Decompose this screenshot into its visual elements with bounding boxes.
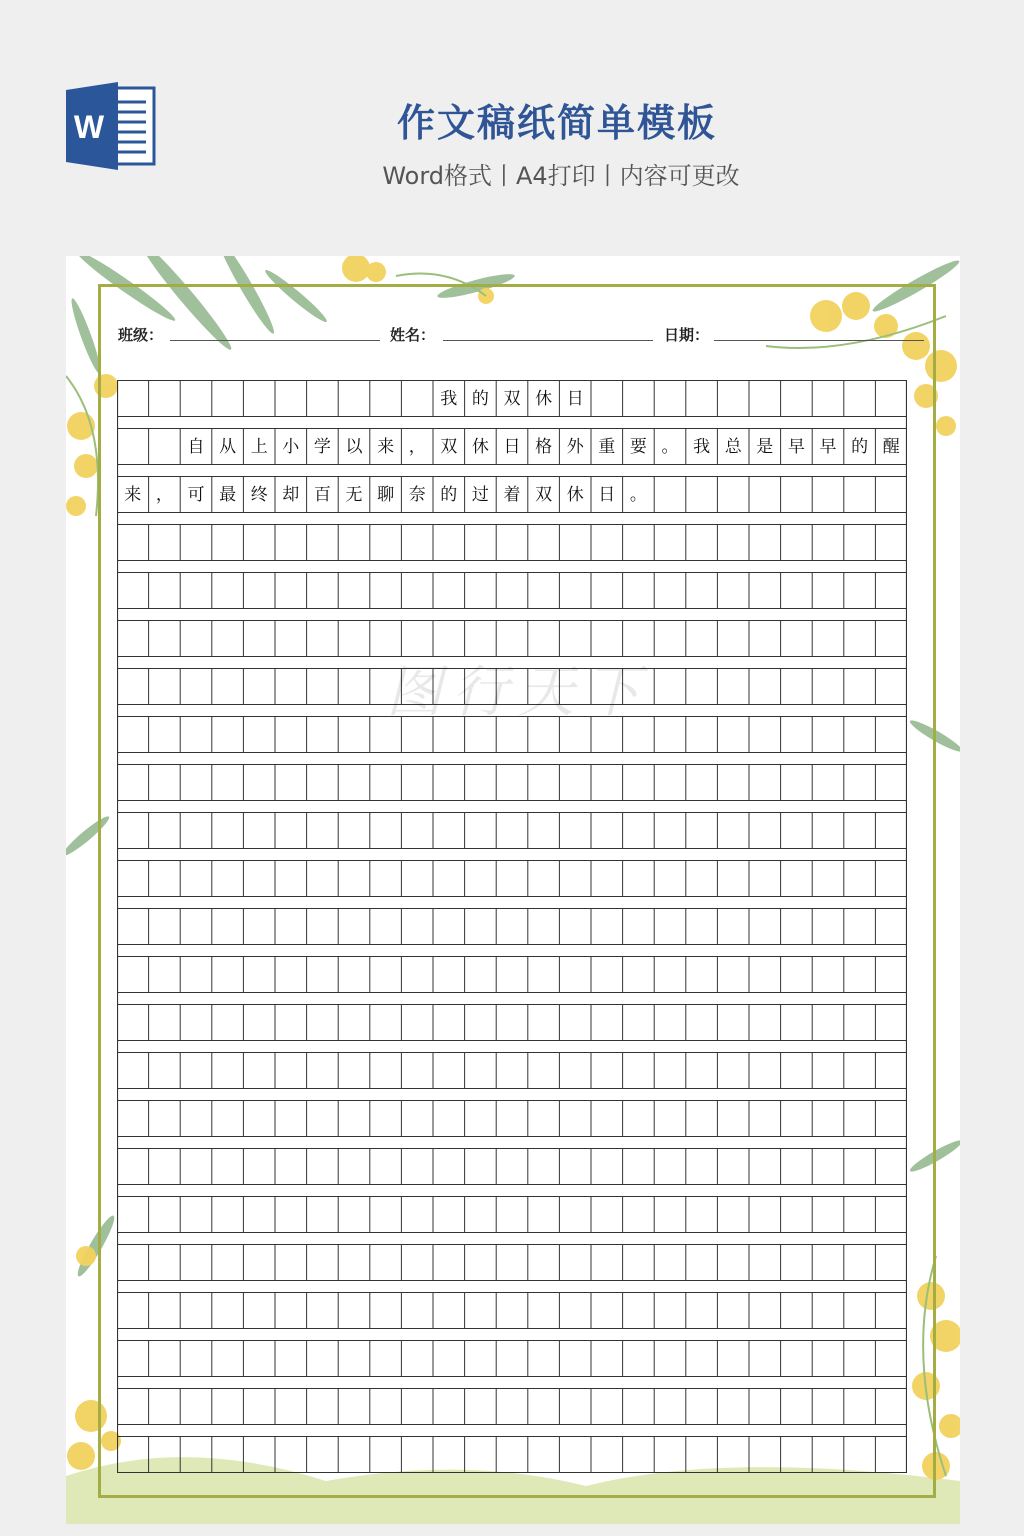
grid-character: 来 xyxy=(377,437,395,457)
grid-character: ， xyxy=(408,437,426,457)
grid-character: 最 xyxy=(219,485,237,505)
grid-character: 总 xyxy=(724,437,742,457)
grid-character: 聊 xyxy=(377,485,395,505)
grid-character: 无 xyxy=(345,485,363,505)
name-input-line[interactable] xyxy=(443,340,653,341)
grid-character: 重 xyxy=(598,437,616,457)
grid-character: 从 xyxy=(219,437,237,457)
page-subtitle: Word格式丨A4打印丨内容可更改 xyxy=(382,162,740,190)
grid-character: 。 xyxy=(629,485,647,505)
grid-character: 学 xyxy=(313,437,331,457)
grid-character: 日 xyxy=(566,389,584,409)
grid-character: 却 xyxy=(282,485,300,505)
watermark: 图行天下 xyxy=(386,660,650,725)
grid-character: 外 xyxy=(566,437,584,457)
grid-character: 醒 xyxy=(882,437,900,457)
grid-row[interactable] xyxy=(124,485,647,505)
date-label: 日期： xyxy=(664,326,710,344)
class-label: 班级： xyxy=(118,326,164,344)
grid-character: 休 xyxy=(535,389,553,409)
grid-character: 自 xyxy=(187,437,205,457)
grid-character: 以 xyxy=(345,437,363,457)
grid-character: 格 xyxy=(535,437,553,457)
grid-character: 双 xyxy=(535,485,553,505)
grid-character: 来 xyxy=(124,485,142,505)
composition-sheet xyxy=(66,256,960,1524)
grid-row[interactable] xyxy=(188,437,900,457)
word-icon-letter: W xyxy=(73,109,105,145)
grid-character: 的 xyxy=(440,485,458,505)
grid-character: 日 xyxy=(503,437,521,457)
grid-character: 小 xyxy=(282,437,300,457)
grid-character: 休 xyxy=(471,437,489,457)
grid-character: 上 xyxy=(250,437,268,457)
grid-character: 早 xyxy=(787,437,805,457)
class-input-line[interactable] xyxy=(170,340,380,341)
grid-character: 。 xyxy=(661,437,679,457)
grid-character: 百 xyxy=(313,485,331,505)
grid-character: 奈 xyxy=(408,485,426,505)
date-input-line[interactable] xyxy=(714,340,924,341)
grid-character: 休 xyxy=(566,485,584,505)
grid-character: 着 xyxy=(503,485,521,505)
grid-character: 过 xyxy=(471,485,489,505)
grid-character: 双 xyxy=(503,389,521,409)
page-title: 作文稿纸简单模板 xyxy=(396,101,717,145)
grid-character: 是 xyxy=(756,437,774,457)
grid-character: ， xyxy=(155,485,173,505)
grid-character: 可 xyxy=(187,485,205,505)
name-label: 姓名： xyxy=(390,326,436,344)
grid-character: 要 xyxy=(629,437,647,457)
writing-grid[interactable] xyxy=(117,380,907,1480)
grid-character: 的 xyxy=(851,437,869,457)
grid-character: 日 xyxy=(598,485,616,505)
grid-character: 早 xyxy=(819,437,837,457)
grid-character: 的 xyxy=(471,389,489,409)
grid-character: 我 xyxy=(440,389,458,409)
grid-character: 双 xyxy=(440,437,458,457)
grid-character: 终 xyxy=(250,485,268,505)
grid-row[interactable] xyxy=(440,389,583,409)
grid-character: 我 xyxy=(693,437,711,457)
